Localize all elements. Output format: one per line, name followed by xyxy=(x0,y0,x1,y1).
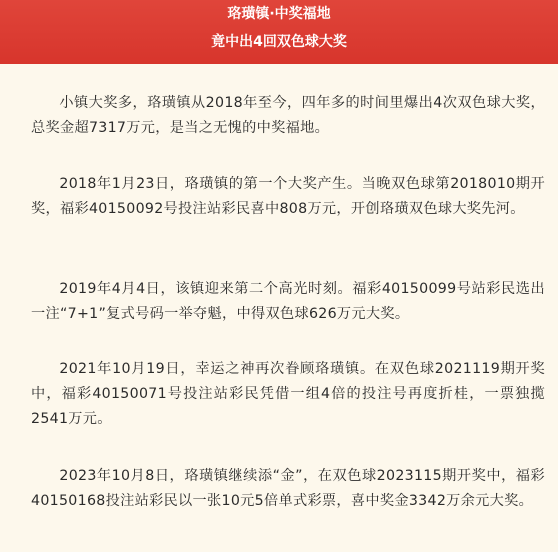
paragraph-intro: 小镇大奖多，珞璜镇从2018年至今，四年多的时间里爆出4次双色球大奖，总奖金超7317万元，是当之无愧的中奖福地。 xyxy=(31,95,545,136)
paragraph-2021: 2021年10月19日，幸运之神再次眷顾珞璜镇。在双色球2021119期开奖中，福彩40150071号投注站彩民凭借一组4倍的投注号再度折桂，一票独揽2541万元。 xyxy=(31,361,545,427)
paragraph-2023: 2023年10月8日，珞璜镇继续添“金”，在双色球2023115期开奖中，福彩40150168投注站彩民以一张10元5倍单式彩票，喜中奖金3342万余元大奖。 xyxy=(31,468,545,509)
paragraph-2018: 2018年1月23日，珞璜镇的第一个大奖产生。当晚双色球第2018010期开奖，福彩40150092号投注站彩民喜中808万元，开创珞璜双色球大奖先河。 xyxy=(31,176,545,217)
header-subtitle: 竟中出4回双色球大奖 xyxy=(211,34,347,50)
header-title: 珞璜镇·中奖福地 xyxy=(227,6,331,22)
paragraph-2019: 2019年4月4日，该镇迎来第二个高光时刻。福彩40150099号站彩民选出一注“7+1”复式号码一举夺魁，中得双色球626万元大奖。 xyxy=(31,281,545,322)
article-header xyxy=(0,0,558,64)
article-body xyxy=(0,64,558,552)
